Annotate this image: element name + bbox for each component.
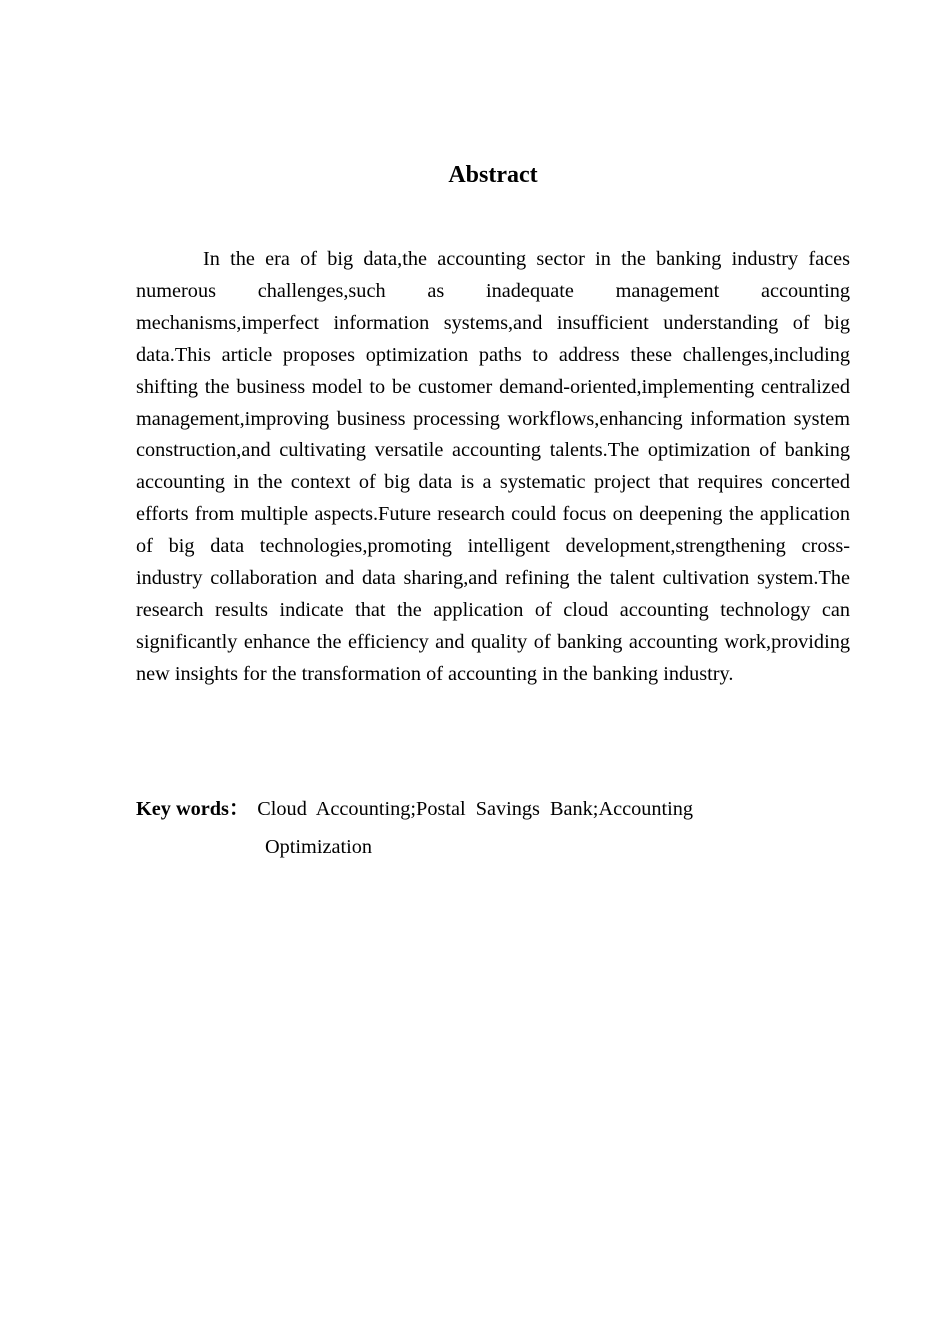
keywords-section: [136, 790, 756, 866]
keywords-label: Key words: [136, 798, 229, 820]
abstract-body: In the era of big data,the accounting sector in the banking industry faces numerous challenges,such as inadequate management accounting mechanisms,imperfect information systems,and insufficient understanding of big data.This article proposes optimization paths to address these challenges,including shifting the business model to be customer demand-oriented,implementing centralized management,improving business processing workflows,enhancing information system construction,and cultivating versatile accounting talents.The optimization of banking accounting in the context of big data is a systematic project that requires concerted efforts from multiple aspects.Future research could focus on deepening the application of big data technologies,promoting intelligent development,strengthening cross-industry collaboration and data sharing,and refining the talent cultivation system.The research results indicate that the application of cloud accounting technology can significantly enhance the efficiency and quality of banking accounting work,providing new insights for the transformation of accounting in the banking industry.: [136, 248, 850, 685]
keywords-values-line2: Optimization: [265, 836, 373, 858]
abstract-title: Abstract: [448, 162, 538, 188]
keywords-separator: ：: [228, 798, 250, 820]
keywords-values-line1: Cloud Accounting;Postal Savings Bank;Accounting: [257, 798, 694, 820]
keywords-row: [136, 790, 756, 828]
